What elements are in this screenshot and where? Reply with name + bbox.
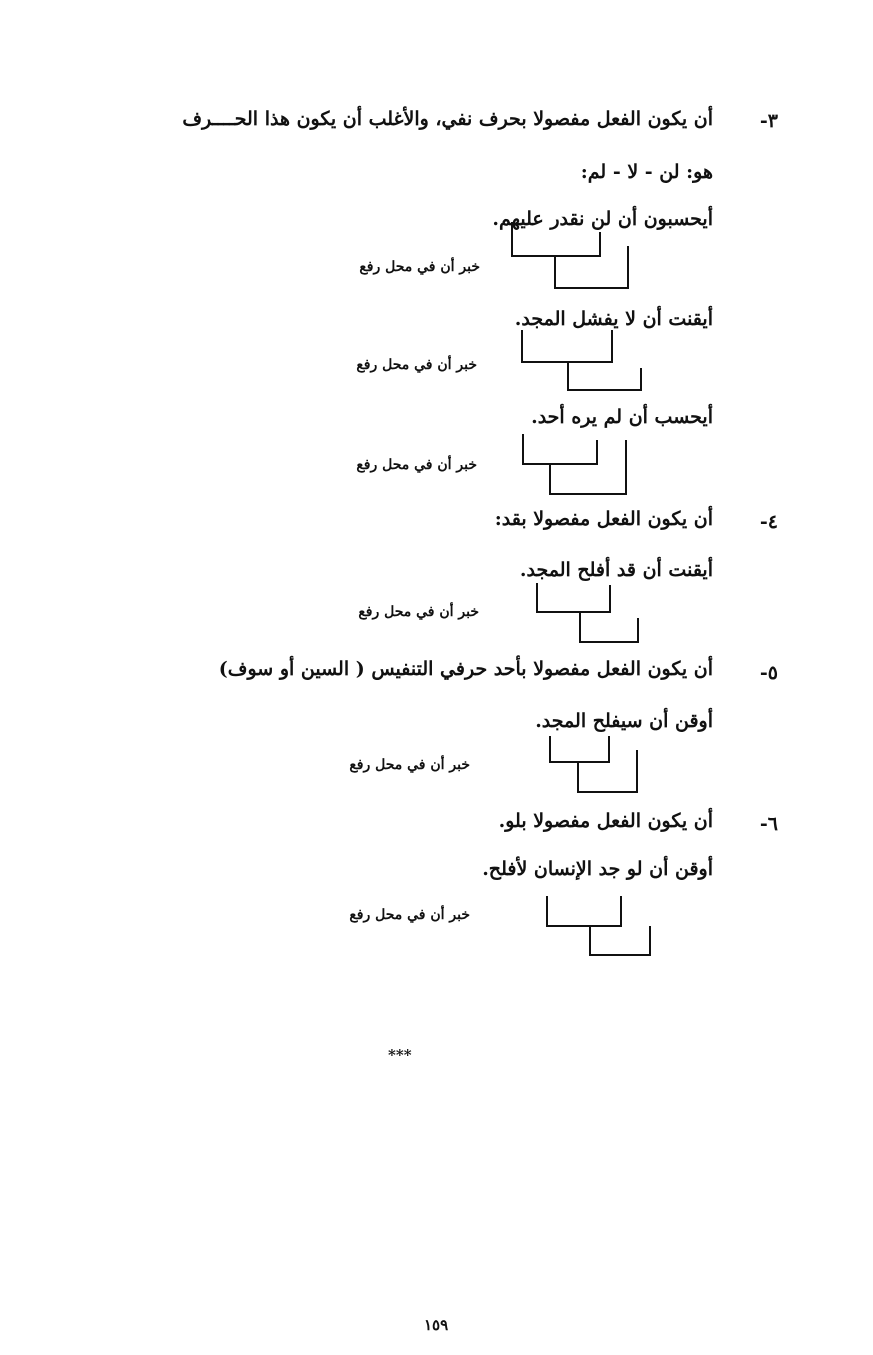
- item-text-line: أن يكون الفعل مفصولا بقد:: [494, 508, 713, 530]
- page-number: ١٥٩: [424, 1316, 449, 1334]
- section-separator: ***: [388, 1046, 412, 1064]
- bracket-label: خبر أن في محل رفع: [349, 907, 470, 923]
- item-number: ٣-: [759, 110, 778, 132]
- bracket-label: خبر أن في محل رفع: [358, 604, 479, 620]
- example-sentence: أيقنت أن لا يفشل المجد.: [514, 308, 713, 330]
- item-text-line: هو: لن - لا - لم:: [580, 161, 713, 183]
- item-text-line: أن يكون الفعل مفصولا بأحد حرفي التنفيس ( السين أو سوف): [218, 658, 713, 680]
- bracket-label: خبر أن في محل رفع: [356, 457, 477, 473]
- example-sentence: أيقنت أن قد أفلح المجد.: [519, 559, 713, 581]
- example-sentence: أوقن أن سيفلح المجد.: [535, 710, 713, 732]
- item-text-line: أن يكون الفعل مفصولا بلو.: [498, 810, 713, 832]
- example-sentence: أوقن أن لو جد الإنسان لأفلح.: [482, 858, 713, 880]
- item-number: ٤-: [759, 511, 778, 533]
- example-sentence: أيحسب أن لم يره أحد.: [531, 406, 713, 428]
- bracket-label: خبر أن في محل رفع: [356, 357, 477, 373]
- example-sentence: أيحسبون أن لن نقدر عليهم.: [492, 208, 713, 230]
- bracket-label: خبر أن في محل رفع: [349, 757, 470, 773]
- bracket-label: خبر أن في محل رفع: [359, 259, 480, 275]
- item-number: ٦-: [759, 813, 778, 835]
- item-number: ٥-: [759, 662, 778, 684]
- item-text-line: أن يكون الفعل مفصولا بحرف نفي، والأغلب أن يكون هذا الحــــرف: [182, 108, 713, 130]
